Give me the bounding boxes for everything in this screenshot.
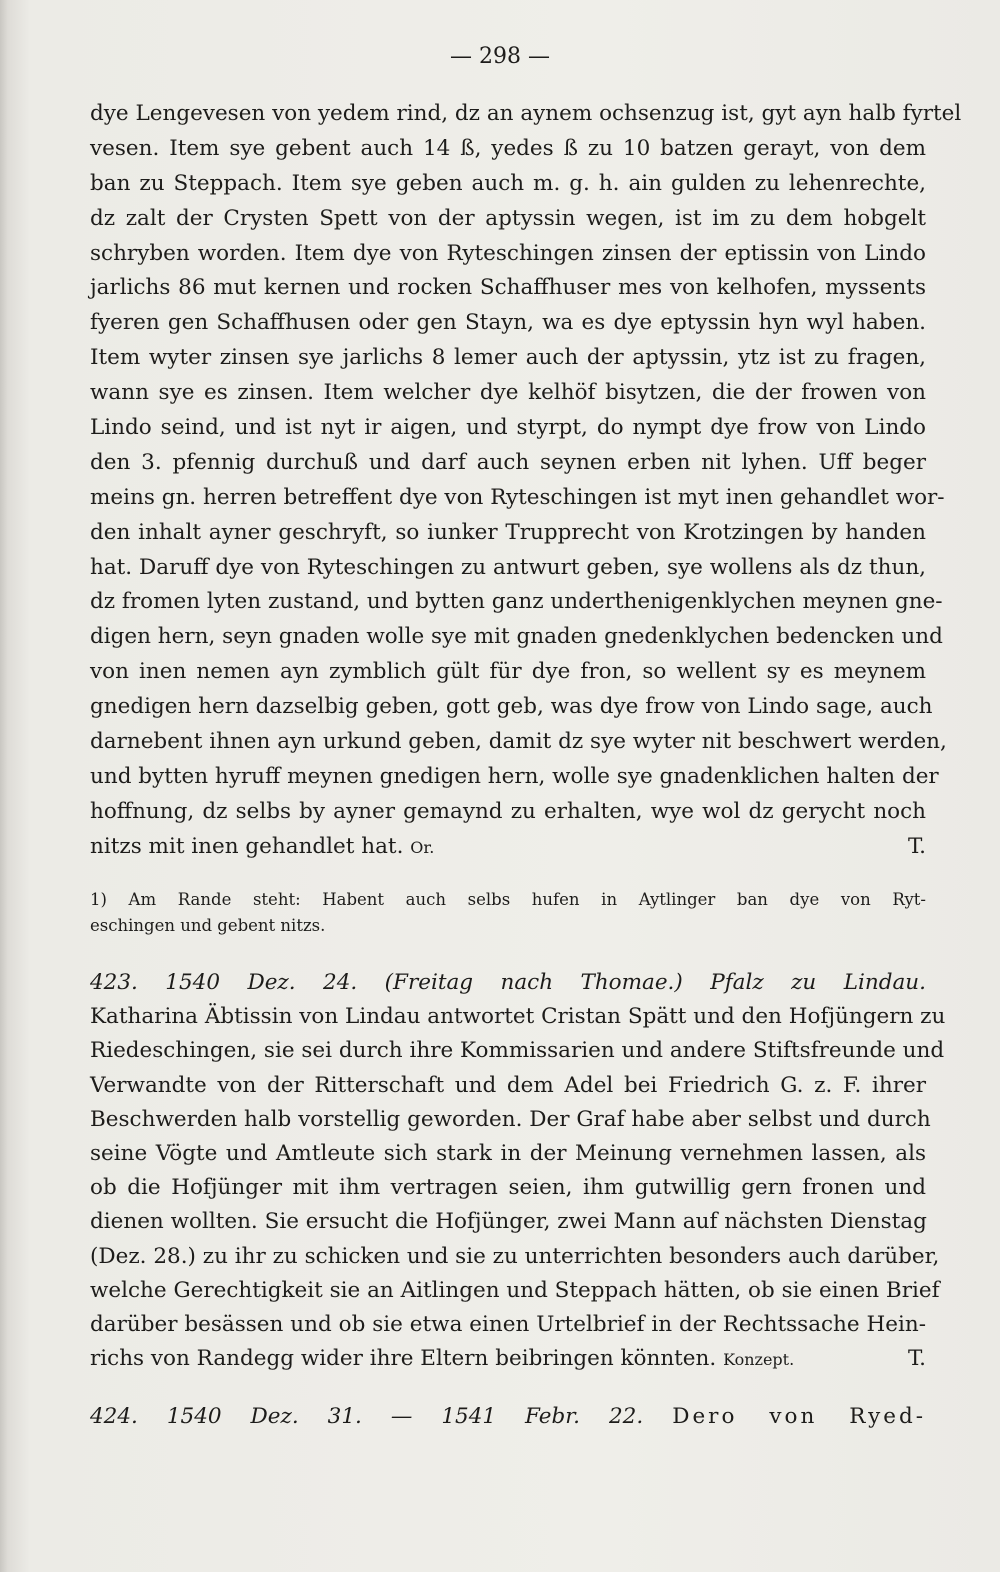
text-line: dye Lengevesen von yedem rind, dz an aynem ochsenzug ist, gyt ayn halb fyrtel bbox=[90, 101, 962, 126]
entry-423 bbox=[90, 966, 946, 1376]
text-line: Lindo seind, und ist nyt ir aigen, und styrpt, do nympt dye frow von Lindo bbox=[90, 415, 926, 441]
source-note: Konzept. bbox=[723, 1350, 795, 1370]
signature: T. bbox=[907, 1346, 926, 1372]
main-text bbox=[90, 97, 962, 865]
text-line bbox=[90, 830, 926, 865]
text-line: Beschwerden halb vorstellig geworden. Der Graf habe aber selbst und durch bbox=[90, 1106, 931, 1132]
text-line: dz zalt der Crysten Spett von der aptyssin wegen, ist im zu dem hobgelt bbox=[90, 205, 926, 231]
text-line: darüber besässen und ob sie etwa einen Urtelbrief in der Rechtssache Hein- bbox=[90, 1311, 926, 1337]
text-line: den 3. pfennig durchuß und darf auch seynen erben nit lyhen. Uff beger bbox=[90, 449, 926, 475]
text-line: welche Gerechtigkeit sie an Aitlingen und Steppach hätten, ob sie einen Brief bbox=[90, 1277, 940, 1303]
entry-heading: 424. 1540 Dez. 31. — 1541 Febr. 22. bbox=[90, 1404, 644, 1429]
text-line: hoffnung, dz selbs by ayner gemaynd zu erhalten, wye wol dz gerycht noch bbox=[90, 798, 926, 824]
text-line: schryben worden. Item dye von Ryteschingen zinsen der eptissin von Lindo bbox=[90, 240, 926, 266]
text-line: jarlichs 86 mut kernen und rocken Schaffhuser mes von kelhofen, myssents bbox=[90, 275, 926, 301]
text-line: Verwandte von der Ritterschaft und dem Adel bei Friedrich G. z. F. ihrer bbox=[90, 1072, 926, 1098]
entry-heading: 423. 1540 Dez. 24. (Freitag nach Thomae.) Pfalz zu Lindau. bbox=[90, 970, 926, 995]
text-line: und bytten hyruff meynen gnedigen hern, wolle sye gnadenklichen halten der bbox=[90, 763, 939, 789]
text-line: Item wyter zinsen sye jarlichs 8 lemer auch der aptyssin, ytz ist zu fragen, bbox=[90, 345, 926, 371]
text-line: wann sye es zinsen. Item welcher dye kelhöf bisytzen, die der frowen von bbox=[90, 380, 926, 406]
source-note: Or. bbox=[410, 837, 435, 857]
text-line: seine Vögte und Amtleute sich stark in der Meinung vernehmen lassen, als bbox=[90, 1140, 926, 1166]
text-line-content: richs von Randegg wider ihre Eltern beibringen könnten. bbox=[90, 1346, 717, 1372]
text-line: (Dez. 28.) zu ihr zu schicken und sie zu unterrichten besonders auch darüber, bbox=[90, 1243, 940, 1269]
text-line bbox=[90, 1342, 926, 1376]
text-line: den inhalt ayner geschryft, so iunker Trupprecht von Krotzingen by handen bbox=[90, 519, 926, 545]
text-line: vesen. Item sye gebent auch 14 ß, yedes ß zu 10 batzen gerayt, von dem bbox=[90, 135, 926, 161]
text-line: ban zu Steppach. Item sye geben auch m. g. h. ain gulden zu lehenrechte, bbox=[90, 170, 926, 196]
text-line: von inen nemen ayn zymblich gült für dye fron, so wellent sy es meynem bbox=[90, 659, 926, 685]
entry-424 bbox=[90, 1400, 926, 1434]
footnote-line: eschingen und gebent nitzs. bbox=[90, 916, 326, 935]
text-line: hat. Daruff dye von Ryteschingen zu antwurt geben, sye wollens als dz thun, bbox=[90, 554, 926, 580]
text-line: Katharina Äbtissin von Lindau antwortet Cristan Spätt und den Hofjüngern zu bbox=[90, 1004, 946, 1030]
text-line: meins gn. herren betreffent dye von Ryteschingen ist myt inen gehandlet wor- bbox=[90, 484, 945, 510]
entry-text: Dero von Ryed- bbox=[672, 1404, 927, 1429]
text-line: Riedeschingen, sie sei durch ihre Kommissarien und andere Stiftsfreunde und bbox=[90, 1038, 945, 1064]
text-line: ob die Hofjünger mit ihm vertragen seien, ihm gutwillig gern fronen und bbox=[90, 1175, 926, 1201]
page-number: — 298 — bbox=[450, 44, 550, 69]
footnote bbox=[90, 887, 926, 939]
footnote-line: 1) Am Rande steht: Habent auch selbs hufen in Aytlinger ban dye von Ryt- bbox=[90, 890, 926, 909]
text-line-content: nitzs mit inen gehandlet hat. bbox=[90, 833, 404, 859]
text-line: fyeren gen Schaffhusen oder gen Stayn, wa es dye eptyssin hyn wyl haben. bbox=[90, 310, 926, 336]
text-line: darnebent ihnen ayn urkund geben, damit dz sye wyter nit beschwert werden, bbox=[90, 729, 947, 755]
text-line: gnedigen hern dazselbig geben, gott geb, was dye frow von Lindo sage, auch bbox=[90, 694, 933, 720]
text-line: digen hern, seyn gnaden wolle sye mit gnaden gnedenklychen bedencken und bbox=[90, 624, 943, 650]
entry-heading-line bbox=[90, 1400, 926, 1434]
text-line: dz fromen lyten zustand, und bytten ganz underthenigenklychen meynen gne- bbox=[90, 589, 943, 615]
signature: T. bbox=[907, 833, 926, 859]
text-line: dienen wollten. Sie ersucht die Hofjünger, zwei Mann auf nächsten Dienstag bbox=[90, 1209, 927, 1235]
